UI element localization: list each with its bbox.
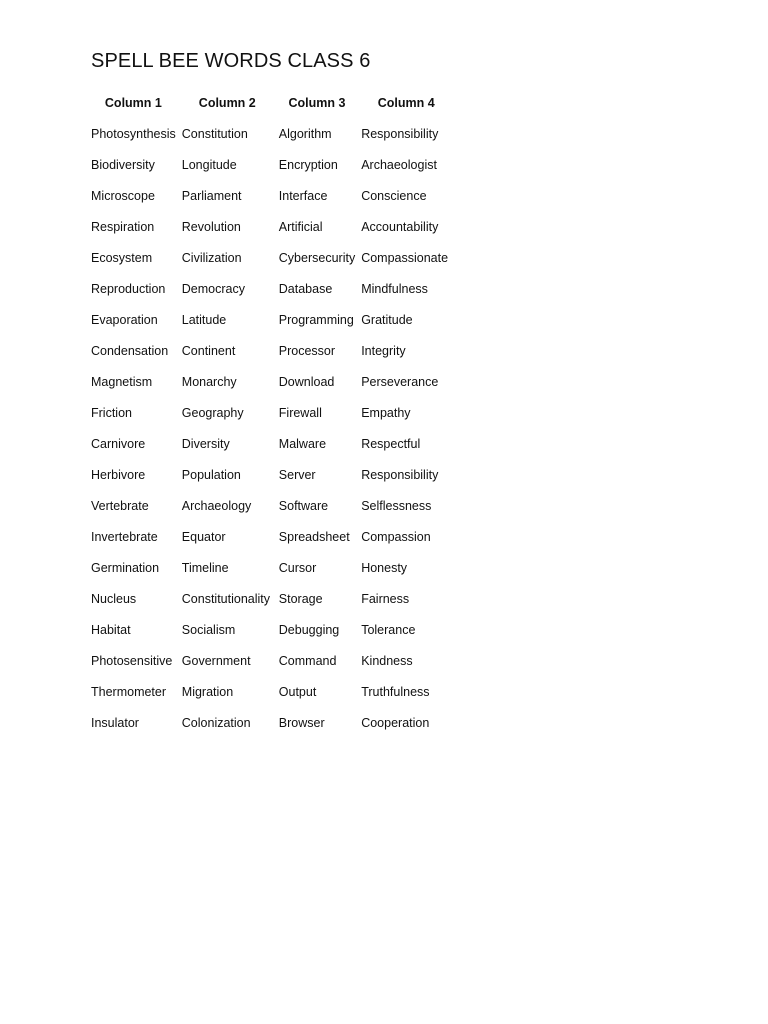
table-cell: Encryption: [278, 157, 338, 172]
table-cell: Firewall: [278, 405, 322, 420]
table-cell: Empathy: [361, 405, 411, 420]
table-row: [88, 242, 454, 273]
table-row: [88, 614, 454, 645]
table-cell: Photosensitive: [91, 653, 173, 668]
table-cell: Mindfulness: [361, 281, 428, 296]
table-row: [88, 583, 454, 614]
table-cell: Civilization: [181, 250, 242, 265]
spelling-words-table: [88, 87, 454, 738]
table-row: [88, 397, 454, 428]
table-cell: Timeline: [181, 560, 229, 575]
table-cell: Selflessness: [361, 498, 432, 513]
table-cell: Monarchy: [181, 374, 237, 389]
table-cell: Download: [278, 374, 335, 389]
table-row: [88, 304, 454, 335]
table-cell: Responsibility: [361, 126, 439, 141]
table-cell: Cybersecurity: [278, 250, 356, 265]
table-cell: Evaporation: [91, 312, 158, 327]
table-cell: Condensation: [91, 343, 169, 358]
table-cell: Revolution: [181, 219, 241, 234]
table-cell: Server: [278, 467, 316, 482]
table-cell: Cooperation: [361, 715, 430, 730]
table-cell: Kindness: [361, 653, 413, 668]
table-cell: Microscope: [91, 188, 155, 203]
table-header: [88, 87, 454, 118]
table-cell: Equator: [181, 529, 226, 544]
table-row: [88, 335, 454, 366]
table-cell: Nucleus: [91, 591, 137, 606]
table-cell: Truthfulness: [361, 684, 430, 699]
table-cell: Photosynthesis: [91, 126, 176, 141]
table-cell: Thermometer: [91, 684, 167, 699]
table-cell: Responsibility: [361, 467, 439, 482]
column-header: Column 1: [104, 95, 162, 110]
table-cell: Browser: [278, 715, 325, 730]
table-row: [88, 459, 454, 490]
table-cell: Respectful: [361, 436, 421, 451]
table-row: [88, 149, 454, 180]
table-cell: Perseverance: [361, 374, 439, 389]
table-cell: Accountability: [361, 219, 439, 234]
table-body: [88, 118, 454, 738]
table-cell: Archaeology: [181, 498, 252, 513]
table-cell: Population: [181, 467, 241, 482]
table-cell: Invertebrate: [91, 529, 158, 544]
table-row: [88, 180, 454, 211]
table-cell: Ecosystem: [91, 250, 153, 265]
table-cell: Germination: [91, 560, 160, 575]
table-cell: Diversity: [181, 436, 230, 451]
table-cell: Migration: [181, 684, 234, 699]
table-cell: Artificial: [278, 219, 323, 234]
table-cell: Malware: [278, 436, 327, 451]
table-row: [88, 676, 454, 707]
table-cell: Colonization: [181, 715, 251, 730]
table-row: [88, 490, 454, 521]
table-cell: Cursor: [278, 560, 317, 575]
table-cell: Gratitude: [361, 312, 413, 327]
table-cell: Reproduction: [91, 281, 166, 296]
table-cell: Socialism: [181, 622, 236, 637]
table-cell: Longitude: [181, 157, 237, 172]
table-cell: Spreadsheet: [278, 529, 350, 544]
table-cell: Friction: [91, 405, 132, 420]
column-header: Column 3: [288, 95, 346, 110]
table-cell: Compassion: [361, 529, 431, 544]
table-cell: Biodiversity: [91, 157, 155, 172]
table-cell: Tolerance: [361, 622, 416, 637]
table-row: [88, 366, 454, 397]
table-cell: Vertebrate: [91, 498, 149, 513]
table-cell: Command: [278, 653, 337, 668]
table-cell: Democracy: [181, 281, 245, 296]
table-cell: Programming: [278, 312, 354, 327]
table-cell: Constitutionality: [181, 591, 271, 606]
column-header: Column 2: [198, 95, 256, 110]
table-cell: Integrity: [361, 343, 406, 358]
table-cell: Government: [181, 653, 251, 668]
table-row: [88, 707, 454, 738]
table-cell: Continent: [181, 343, 236, 358]
table-row: [88, 645, 454, 676]
column-header: Column 4: [377, 95, 435, 110]
table-cell: Archaeologist: [361, 157, 437, 172]
header-row: [88, 87, 454, 118]
table-cell: Respiration: [91, 219, 155, 234]
table-cell: Interface: [278, 188, 328, 203]
table-cell: Carnivore: [91, 436, 146, 451]
table-row: [88, 552, 454, 583]
table-cell: Habitat: [91, 622, 131, 637]
table-cell: Latitude: [181, 312, 227, 327]
table-row: [88, 273, 454, 304]
table-cell: Honesty: [361, 560, 408, 575]
table-cell: Geography: [181, 405, 244, 420]
table-cell: Magnetism: [91, 374, 153, 389]
table-cell: Compassionate: [361, 250, 449, 265]
table-cell: Storage: [278, 591, 323, 606]
table-row: [88, 428, 454, 459]
table-cell: Fairness: [361, 591, 410, 606]
table-cell: Database: [278, 281, 333, 296]
table-cell: Software: [278, 498, 329, 513]
table-cell: Algorithm: [278, 126, 332, 141]
table-cell: Processor: [278, 343, 336, 358]
table-cell: Debugging: [278, 622, 340, 637]
table-cell: Insulator: [91, 715, 139, 730]
table-cell: Output: [278, 684, 317, 699]
table-cell: Herbivore: [91, 467, 146, 482]
table-cell: Parliament: [181, 188, 242, 203]
page-title: SPELL BEE WORDS CLASS 6: [91, 50, 371, 72]
table-row: [88, 118, 454, 149]
table-cell: Constitution: [181, 126, 248, 141]
table-row: [88, 521, 454, 552]
table-row: [88, 211, 454, 242]
table-cell: Conscience: [361, 188, 427, 203]
